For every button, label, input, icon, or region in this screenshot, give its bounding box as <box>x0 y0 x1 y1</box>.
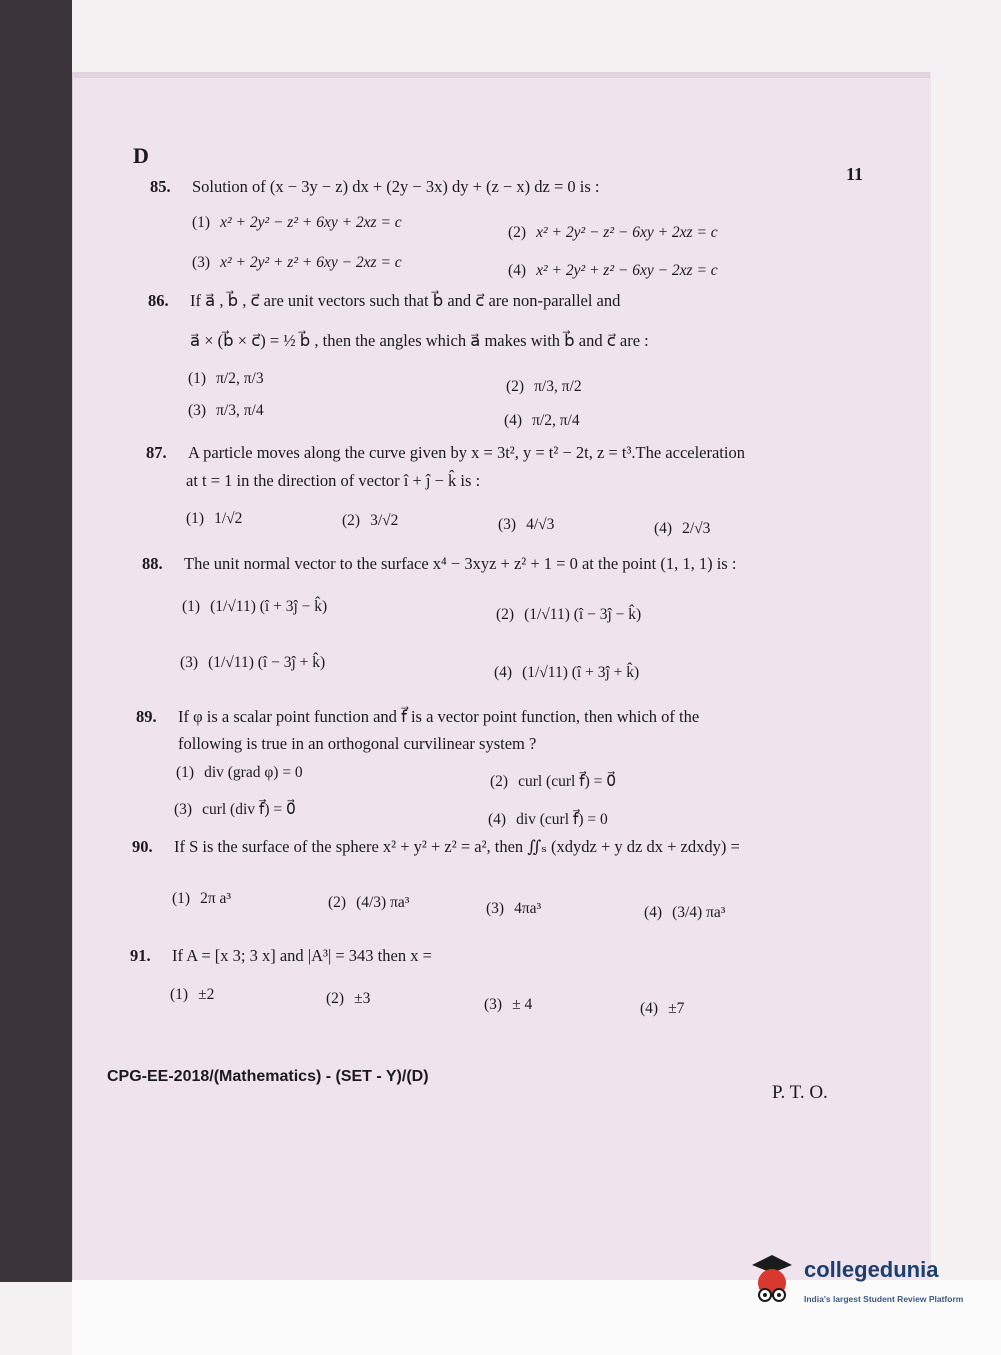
option-89-3: (3) curl (div f⃗) = 0⃗ <box>174 801 296 818</box>
option-88-1: (1) (1/√11) (î + 3ĵ − k̂) <box>182 598 328 615</box>
option-89-2: (2) curl (curl f⃗) = 0⃗ <box>490 773 617 790</box>
question-number: 89. <box>136 707 157 726</box>
option-85-1: (1) x² + 2y² − z² + 6xy + 2xz = c <box>192 214 402 231</box>
option-86-4: (4) π/2, π/4 <box>504 412 580 429</box>
collegedunia-watermark <box>748 1251 978 1317</box>
page-top-edge <box>72 72 930 78</box>
option-91-3: (3) ± 4 <box>484 996 533 1013</box>
question-number: 87. <box>146 443 167 462</box>
question-number: 85. <box>150 177 171 196</box>
question-stem: A particle moves along the curve given by x = 3t², y = t² − 2t, z = t³.The acceleration <box>188 443 745 462</box>
question-87 <box>146 442 745 464</box>
option-91-4: (4) ±7 <box>640 1000 685 1017</box>
option-87-2: (2) 3/√2 <box>342 512 399 529</box>
option-88-3: (3) (1/√11) (î − 3ĵ + k̂) <box>180 654 326 671</box>
option-87-3: (3) 4/√3 <box>498 516 555 533</box>
question-90 <box>132 836 740 858</box>
option-87-4: (4) 2/√3 <box>654 520 711 537</box>
question-stem: If a⃗ , b⃗ , c⃗ are unit vectors such that b⃗ and c⃗ are non-parallel and <box>190 291 621 310</box>
option-90-4: (4) (3/4) πa³ <box>644 904 726 921</box>
question-86-stem-line-2: a⃗ × (b⃗ × c⃗) = ½ b⃗ , then the angles which a⃗ makes with b⃗ and c⃗ are : <box>190 331 649 350</box>
question-number: 90. <box>132 837 153 856</box>
question-number: 86. <box>148 291 169 310</box>
question-91 <box>130 945 432 967</box>
question-stem: The unit normal vector to the surface x⁴ − 3xyz + z² + 1 = 0 at the point (1, 1, 1) is : <box>184 554 737 573</box>
option-87-1: (1) 1/√2 <box>186 510 243 527</box>
option-89-1: (1) div (grad φ) = 0 <box>176 764 303 781</box>
pto-label: P. T. O. <box>772 1082 828 1103</box>
page-number: 11 <box>846 164 864 184</box>
graduate-mascot-icon <box>748 1251 796 1305</box>
option-86-3: (3) π/3, π/4 <box>188 402 264 419</box>
question-stem: If A = [x 3; 3 x] and |A³| = 343 then x = <box>172 946 432 965</box>
question-stem: If S is the surface of the sphere x² + y² + z² = a², then ∬ₛ (xdydz + y dz dx + zdxdy) = <box>174 837 740 856</box>
scan-shadow-left <box>0 0 72 1282</box>
paper-code: CPG-EE-2018/(Mathematics) - (SET - Y)/(D) <box>107 1068 429 1085</box>
question-85 <box>150 176 599 198</box>
option-88-4: (4) (1/√11) (î + 3ĵ + k̂) <box>494 664 640 681</box>
question-number: 91. <box>130 946 151 965</box>
option-85-3: (3) x² + 2y² + z² + 6xy − 2xz = c <box>192 254 402 271</box>
option-91-2: (2) ±3 <box>326 990 371 1007</box>
option-85-4: (4) x² + 2y² + z² − 6xy − 2xz = c <box>508 262 718 279</box>
brand-name: collegedunia <box>804 1257 939 1282</box>
option-88-2: (2) (1/√11) (î − 3ĵ − k̂) <box>496 606 642 623</box>
question-88 <box>142 553 736 575</box>
set-letter: D <box>133 143 149 168</box>
question-stem: If φ is a scalar point function and f⃗ is a vector point function, then which of the <box>178 707 700 726</box>
question-86 <box>148 290 620 312</box>
option-91-1: (1) ±2 <box>170 986 215 1003</box>
option-86-1: (1) π/2, π/3 <box>188 370 264 387</box>
option-90-2: (2) (4/3) πa³ <box>328 894 410 911</box>
question-89 <box>136 706 699 728</box>
option-89-4: (4) div (curl f⃗) = 0 <box>488 811 608 828</box>
question-87-stem-line-2: at t = 1 in the direction of vector î + ĵ − k̂ is : <box>186 471 481 490</box>
brand-tagline: India's largest Student Review Platform <box>804 1294 964 1304</box>
option-86-2: (2) π/3, π/2 <box>506 378 582 395</box>
option-85-2: (2) x² + 2y² − z² − 6xy + 2xz = c <box>508 224 718 241</box>
question-number: 88. <box>142 554 163 573</box>
question-stem: Solution of (x − 3y − z) dx + (2y − 3x) dy + (z − x) dz = 0 is : <box>192 177 600 196</box>
question-89-stem-line-2: following is true in an orthogonal curvilinear system ? <box>178 734 537 753</box>
option-90-3: (3) 4πa³ <box>486 900 542 917</box>
option-90-1: (1) 2π a³ <box>172 890 232 907</box>
